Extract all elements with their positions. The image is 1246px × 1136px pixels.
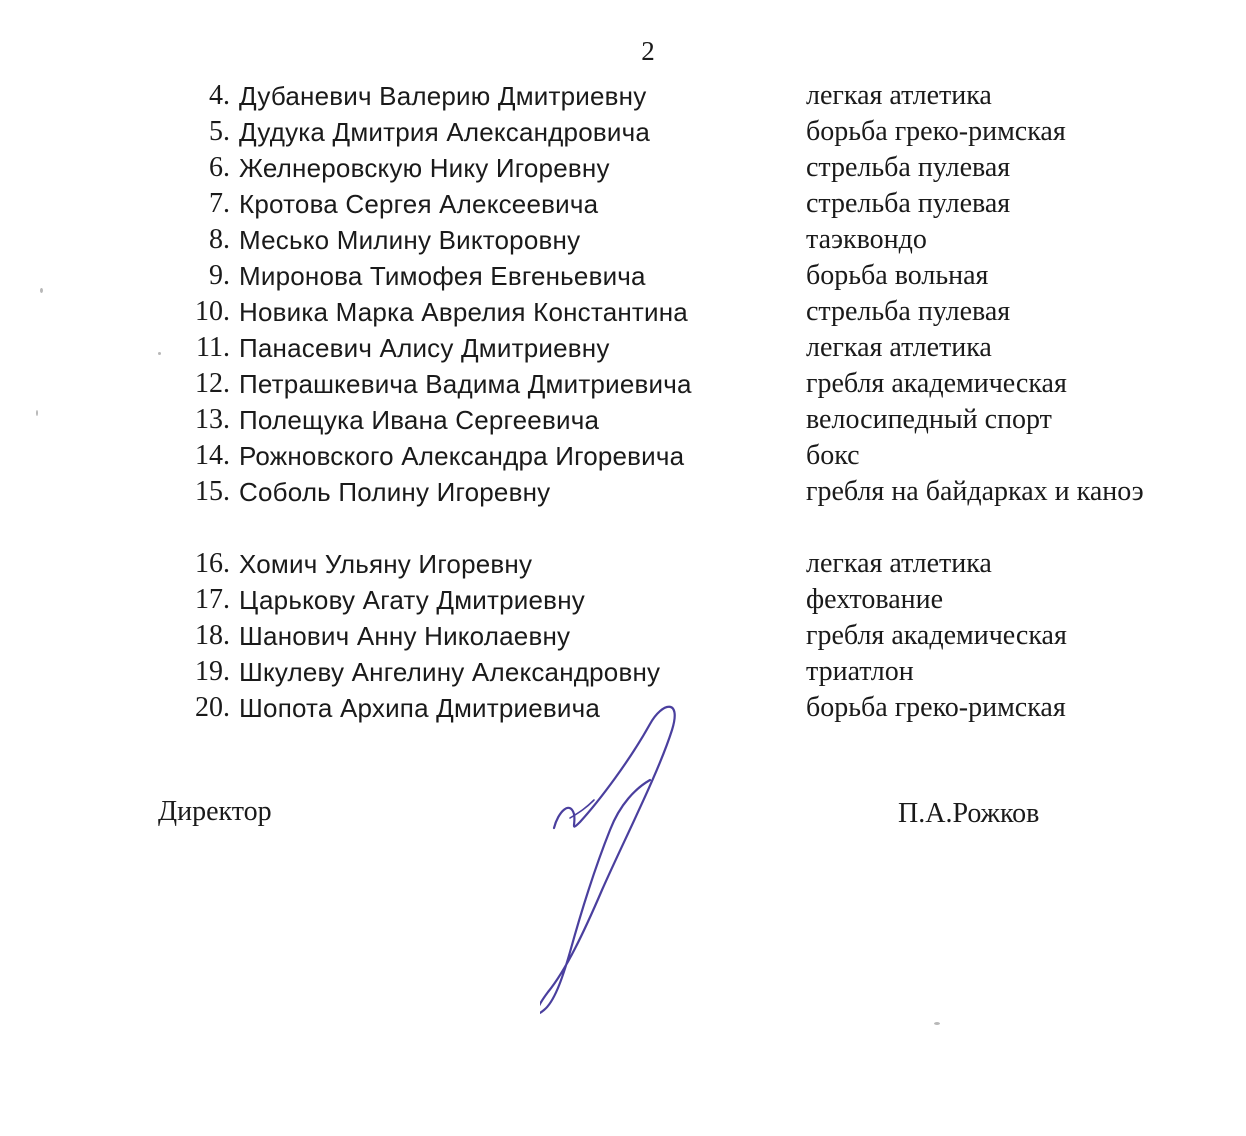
entry-name: Месько Милину Викторовну bbox=[239, 225, 581, 255]
entry-sport: стрельба пулевая bbox=[806, 188, 1011, 219]
entry-sport: стрельба пулевая bbox=[806, 152, 1011, 183]
entry-sport: борьба вольная bbox=[806, 260, 989, 291]
entry-number: 4. bbox=[209, 80, 230, 111]
entry-sport: легкая атлетика bbox=[806, 332, 992, 363]
director-title: Директор bbox=[158, 796, 272, 827]
list-item bbox=[0, 150, 1246, 186]
list-item bbox=[0, 474, 1246, 546]
entry-sport: триатлон bbox=[806, 656, 914, 687]
entry-name: Миронова Тимофея Евгеньевича bbox=[239, 261, 646, 291]
list-item bbox=[0, 546, 1246, 582]
entry-sport: легкая атлетика bbox=[806, 80, 992, 111]
list-item bbox=[0, 78, 1246, 114]
list-item bbox=[0, 222, 1246, 258]
entry-sport: гребля на байдарках и каноэ bbox=[806, 476, 1144, 507]
entry-name: Новика Марка Аврелия Константина bbox=[239, 297, 688, 327]
entries-list bbox=[0, 78, 1246, 726]
entry-name: Рожновского Александра Игоревича bbox=[239, 441, 685, 471]
entry-name: Панасевич Алису Дмитриевну bbox=[239, 333, 610, 363]
entry-name: Полещука Ивана Сергеевича bbox=[239, 405, 600, 435]
entry-number: 5. bbox=[209, 116, 230, 147]
entry-number: 16. bbox=[195, 548, 230, 579]
entry-number: 8. bbox=[209, 224, 230, 255]
entry-sport: фехтование bbox=[806, 584, 944, 615]
list-item bbox=[0, 366, 1246, 402]
entry-name: Кротова Сергея Алексеевича bbox=[239, 189, 599, 219]
entry-sport: стрельба пулевая bbox=[806, 296, 1011, 327]
entry-number: 17. bbox=[195, 584, 230, 615]
entry-number: 18. bbox=[195, 620, 230, 651]
entry-number: 7. bbox=[209, 188, 230, 219]
entry-number: 6. bbox=[209, 152, 230, 183]
list-item bbox=[0, 114, 1246, 150]
entry-sport: таэквондо bbox=[806, 224, 927, 255]
list-item bbox=[0, 582, 1246, 618]
entry-number: 9. bbox=[209, 260, 230, 291]
handwritten-signature bbox=[540, 700, 690, 1020]
director-name: П.А.Рожков bbox=[898, 798, 1040, 829]
entry-sport: гребля академическая bbox=[806, 368, 1067, 399]
scan-speck bbox=[158, 352, 161, 355]
entry-name: Хомич Ульяну Игоревну bbox=[239, 549, 533, 579]
list-item bbox=[0, 438, 1246, 474]
entry-number: 10. bbox=[195, 296, 230, 327]
entry-name: Петрашкевича Вадима Дмитриевича bbox=[239, 369, 692, 399]
entry-number: 20. bbox=[195, 692, 230, 723]
entry-name: Соболь Полину Игоревну bbox=[239, 477, 551, 507]
entry-sport: борьба греко-римская bbox=[806, 692, 1066, 723]
page-number: 2 bbox=[641, 36, 655, 66]
list-item bbox=[0, 330, 1246, 366]
entry-sport: легкая атлетика bbox=[806, 548, 992, 579]
scan-speck bbox=[40, 288, 43, 293]
entry-number: 12. bbox=[195, 368, 230, 399]
entry-sport: бокс bbox=[806, 440, 860, 471]
entry-number: 13. bbox=[195, 404, 230, 435]
entry-number: 11. bbox=[196, 332, 230, 363]
list-item bbox=[0, 186, 1246, 222]
entry-number: 19. bbox=[195, 656, 230, 687]
entry-name: Шопота Архипа Дмитриевича bbox=[239, 693, 601, 723]
list-item bbox=[0, 294, 1246, 330]
list-item bbox=[0, 618, 1246, 654]
entry-sport: борьба греко-римская bbox=[806, 116, 1066, 147]
entry-number: 15. bbox=[195, 476, 230, 507]
entry-sport: велосипедный спорт bbox=[806, 404, 1052, 435]
entry-name: Желнеровскую Нику Игоревну bbox=[239, 153, 610, 183]
entry-name: Шкулеву Ангелину Александровну bbox=[239, 657, 661, 687]
entry-name: Дубаневич Валерию Дмитриевну bbox=[239, 81, 647, 111]
entry-name: Царькову Агату Дмитриевну bbox=[239, 585, 585, 615]
scan-speck bbox=[36, 410, 38, 416]
entry-number: 14. bbox=[195, 440, 230, 471]
scan-speck bbox=[934, 1022, 940, 1025]
entry-name: Дудука Дмитрия Александровича bbox=[239, 117, 651, 147]
entry-sport: гребля академическая bbox=[806, 620, 1067, 651]
entry-name: Шанович Анну Николаевну bbox=[239, 621, 571, 651]
list-item bbox=[0, 402, 1246, 438]
list-item bbox=[0, 258, 1246, 294]
list-item bbox=[0, 654, 1246, 690]
